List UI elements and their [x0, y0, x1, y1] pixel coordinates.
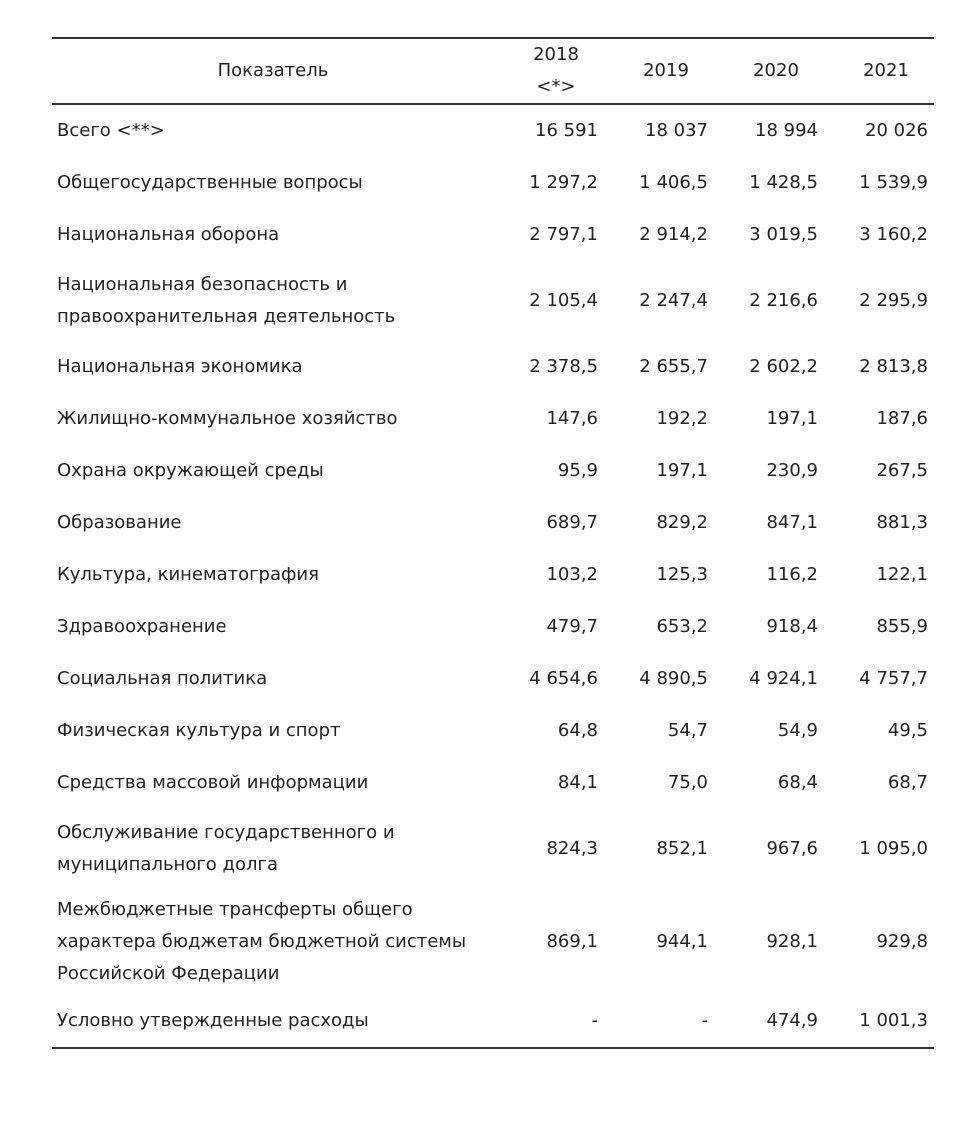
- cell-2021: 4 757,7: [859, 668, 928, 689]
- cell-2021: 1 095,0: [859, 838, 928, 859]
- cell-2019: 197,1: [656, 460, 708, 481]
- row-label: Средства массовой информации: [57, 772, 369, 793]
- table-row: [52, 445, 934, 497]
- table-row: [52, 889, 934, 995]
- cell-2019: 653,2: [656, 616, 708, 637]
- cell-2018: 2 797,1: [529, 224, 598, 245]
- cell-2020: 4 924,1: [749, 668, 818, 689]
- cell-2018: 1 297,2: [529, 172, 598, 193]
- cell-2019: 75,0: [667, 772, 708, 793]
- cell-2019: 125,3: [656, 564, 708, 585]
- table-row: [52, 705, 934, 757]
- cell-2019: 2 655,7: [639, 356, 708, 377]
- row-label: Жилищно-коммунальное хозяйство: [57, 408, 398, 429]
- header-2018: 2018 <*>: [533, 44, 579, 97]
- cell-2020: 18 994: [755, 120, 818, 141]
- cell-2018: 869,1: [546, 931, 598, 952]
- table-row: [52, 261, 934, 341]
- table-row: [52, 341, 934, 393]
- row-label: Общегосударственные вопросы: [57, 172, 363, 193]
- header-2021: 2021: [863, 60, 909, 81]
- budget-table-container: [52, 37, 934, 1049]
- cell-2018: 2 105,4: [529, 290, 598, 311]
- cell-2018: 64,8: [557, 720, 598, 741]
- cell-2018: 95,9: [557, 460, 598, 481]
- row-label: Социальная политика: [57, 668, 268, 689]
- cell-2020: 230,9: [766, 460, 818, 481]
- cell-2020: 2 602,2: [749, 356, 818, 377]
- row-label: Здравоохранение: [57, 616, 227, 637]
- table-row: [52, 209, 934, 261]
- cell-2019: 4 890,5: [639, 668, 708, 689]
- cell-2018: 4 654,6: [529, 668, 598, 689]
- row-label: Условно утвержденные расходы: [57, 1010, 369, 1031]
- header-indicator: Показатель: [217, 60, 329, 81]
- row-label: Охрана окружающей среды: [57, 460, 324, 481]
- table-row: [52, 549, 934, 601]
- cell-2020: 918,4: [766, 616, 818, 637]
- cell-2021: 2 295,9: [859, 290, 928, 311]
- cell-2020: 847,1: [766, 512, 818, 533]
- header-2019: 2019: [643, 60, 689, 81]
- cell-2020: 197,1: [766, 408, 818, 429]
- cell-2021: 1 001,3: [859, 1010, 928, 1031]
- cell-2021: 20 026: [865, 120, 928, 141]
- cell-2018: 16 591: [535, 120, 598, 141]
- cell-2018: 689,7: [546, 512, 598, 533]
- cell-2021: 68,7: [887, 772, 928, 793]
- cell-2021: 1 539,9: [859, 172, 928, 193]
- cell-2021: 2 813,8: [859, 356, 928, 377]
- cell-2020: 928,1: [766, 931, 818, 952]
- cell-2019: 1 406,5: [639, 172, 708, 193]
- cell-2019: 192,2: [656, 408, 708, 429]
- table-row: [52, 497, 934, 549]
- row-label: Национальная безопасность и правоохранительная деятельность: [57, 274, 396, 327]
- row-label: Всего <**>: [57, 120, 165, 141]
- cell-2019: 18 037: [645, 120, 708, 141]
- cell-2021: 122,1: [876, 564, 928, 585]
- table-row: [52, 157, 934, 209]
- table-row: [52, 104, 934, 157]
- cell-2019: 2 914,2: [639, 224, 708, 245]
- budget-expenses-table: [52, 37, 934, 1049]
- cell-2018: 84,1: [557, 772, 598, 793]
- cell-2019: 852,1: [656, 838, 708, 859]
- cell-2018: 147,6: [546, 408, 598, 429]
- row-label: Национальная оборона: [57, 224, 280, 245]
- cell-2021: 187,6: [876, 408, 928, 429]
- cell-2018: 2 378,5: [529, 356, 598, 377]
- cell-2021: 49,5: [887, 720, 928, 741]
- row-label: Национальная экономика: [57, 356, 303, 377]
- cell-2018: 479,7: [546, 616, 598, 637]
- cell-2020: 967,6: [766, 838, 818, 859]
- row-label: Обслуживание государственного и муниципального долга: [57, 822, 395, 875]
- row-label: Межбюджетные трансферты общего характера бюджетам бюджетной системы Российской Федерации: [57, 899, 467, 984]
- cell-2019: 2 247,4: [639, 290, 708, 311]
- row-label: Культура, кинематография: [57, 564, 319, 585]
- cell-2021: 929,8: [876, 931, 928, 952]
- cell-2020: 116,2: [766, 564, 818, 585]
- cell-2020: 474,9: [766, 1010, 818, 1031]
- cell-2018: 103,2: [546, 564, 598, 585]
- cell-2021: 267,5: [876, 460, 928, 481]
- cell-2019: 829,2: [656, 512, 708, 533]
- table-row: [52, 757, 934, 809]
- table-row: [52, 393, 934, 445]
- cell-2021: 3 160,2: [859, 224, 928, 245]
- row-label: Физическая культура и спорт: [57, 720, 341, 741]
- header-2020: 2020: [753, 60, 799, 81]
- cell-2020: 68,4: [777, 772, 818, 793]
- table-row: [52, 601, 934, 653]
- cell-2019: 54,7: [667, 720, 708, 741]
- cell-2020: 3 019,5: [749, 224, 818, 245]
- cell-2021: 881,3: [876, 512, 928, 533]
- cell-2020: 1 428,5: [749, 172, 818, 193]
- cell-2018: 824,3: [546, 838, 598, 859]
- cell-2019: -: [701, 1010, 708, 1031]
- table-row: [52, 809, 934, 889]
- cell-2021: 855,9: [876, 616, 928, 637]
- cell-2020: 54,9: [777, 720, 818, 741]
- table-row: [52, 653, 934, 705]
- cell-2019: 944,1: [656, 931, 708, 952]
- cell-2018: -: [591, 1010, 598, 1031]
- table-header-row: [52, 38, 934, 104]
- table-row: [52, 995, 934, 1048]
- cell-2020: 2 216,6: [749, 290, 818, 311]
- row-label: Образование: [57, 512, 182, 533]
